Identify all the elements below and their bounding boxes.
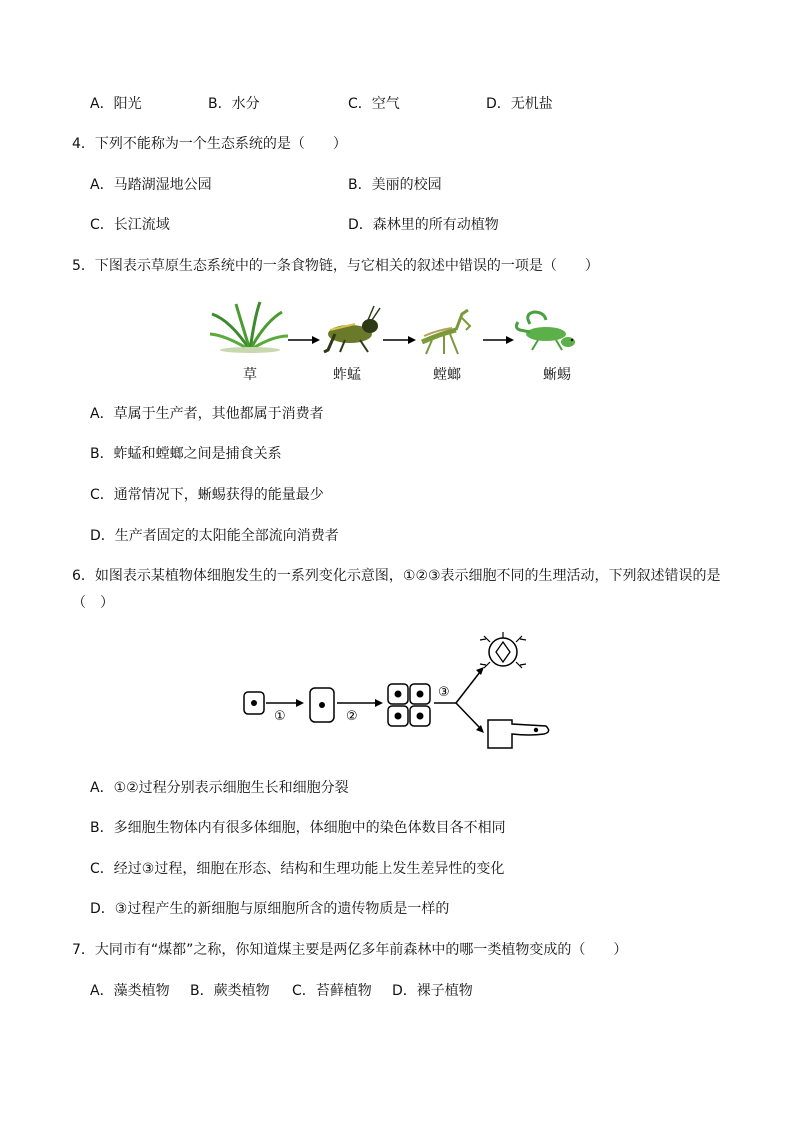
q5-option-b: B．蚱蜢和螳螂之间是捕食关系 <box>90 446 282 462</box>
differentiated-cell-elongated <box>488 720 549 748</box>
q5-option-a: A．草属于生产者，其他都属于消费者 <box>90 406 324 422</box>
q7-option-d: D．裸子植物 <box>392 983 473 999</box>
lizard-image <box>516 312 575 350</box>
cell-change-diagram <box>240 630 560 760</box>
q6-stem-line1: 6．如图表示某植物体细胞发生的一系列变化示意图，①②③表示细胞不同的生理活动，下列叙述错误的是 <box>72 568 721 584</box>
divided-cells <box>388 684 430 726</box>
differentiated-cell-round <box>480 632 526 668</box>
original-cell <box>244 692 264 714</box>
q5-option-d: D．生产者固定的太阳能全部流向消费者 <box>90 528 339 544</box>
q4-option-d: D．森林里的所有动植物 <box>348 217 499 233</box>
process-label-2: ② <box>346 709 358 724</box>
q3-option-a: A．阳光 <box>90 96 142 112</box>
q7-option-c: C．苔藓植物 <box>292 983 372 999</box>
q7-option-b: B．蕨类植物 <box>190 983 270 999</box>
process-label-3: ③ <box>438 685 450 700</box>
q3-option-c: C．空气 <box>348 96 400 112</box>
q6-option-a: A．①②过程分别表示细胞生长和细胞分裂 <box>90 780 349 796</box>
q6-option-d: D．③过程产生的新细胞与原细胞所含的遗传物质是一样的 <box>90 901 450 917</box>
q7-option-a: A．藻类植物 <box>90 983 170 999</box>
q7-stem: 7．大同市有“煤都”之称，你知道煤主要是两亿多年前森林中的哪一类植物变成的（ ） <box>72 942 628 958</box>
q4-stem: 4．下列不能称为一个生态系统的是（ ） <box>72 136 347 152</box>
q3-option-b: B．水分 <box>208 96 260 112</box>
q4-option-c: C．长江流域 <box>90 217 170 233</box>
chain-label-grasshopper: 蚱蜢 <box>333 367 361 383</box>
q6-option-c: C．经过③过程，细胞在形态、结构和生理功能上发生差异性的变化 <box>90 861 505 877</box>
food-chain-figure <box>200 300 600 370</box>
q6-stem-line2: （ ） <box>72 595 114 611</box>
mantis-image <box>422 310 470 354</box>
chain-label-grass: 草 <box>243 367 257 383</box>
grown-cell <box>310 688 334 722</box>
q3-option-d: D．无机盐 <box>486 96 553 112</box>
grass-image <box>210 302 288 353</box>
chain-label-mantis: 螳螂 <box>433 367 461 383</box>
chain-label-lizard: 蜥蜴 <box>543 367 571 383</box>
q5-option-c: C．通常情况下，蜥蜴获得的能量最少 <box>90 487 324 503</box>
process-label-1: ① <box>274 709 286 724</box>
grasshopper-image <box>324 306 380 352</box>
q4-option-a: A．马踏湖湿地公园 <box>90 177 212 193</box>
q5-stem: 5．下图表示草原生态系统中的一条食物链，与它相关的叙述中错误的一项是（ ） <box>72 258 599 274</box>
q6-option-b: B．多细胞生物体内有很多体细胞，体细胞中的染色体数目各不相同 <box>90 820 506 836</box>
q4-option-b: B．美丽的校园 <box>348 177 442 193</box>
